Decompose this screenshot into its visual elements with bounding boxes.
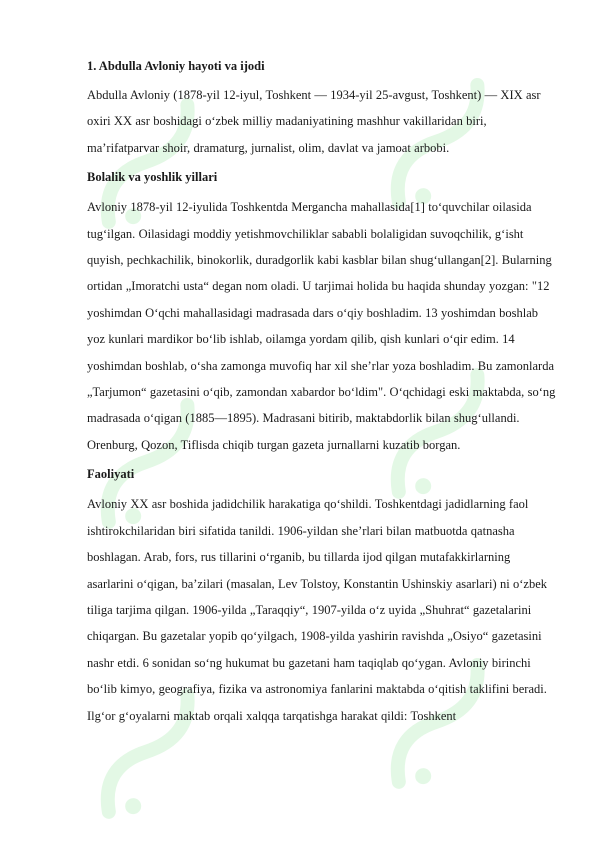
activity-paragraph: Avloniy XX asr boshida jadidchilik harakatiga qoʻshildi. Toshkentdagi jadidlarning faol ishtirokchilaridan biri sifatida tanildi. 1906-yildan sheʼrlari bilan matbuotda qatnasha boshlagan. Arab, fors, rus tillarini oʻrganib, bu tillarda ijod qilgan mutafakkirlarning asarlarini oʻqigan, baʼzilari (masalan, Lev Tolstoy, Konstantin Ushinskiy asarlari) ni oʻzbek tiliga tarjima qilgan. 1906-yilda „Taraqqiy“, 1907-yilda oʻz uyida „Shuhrat“ gazetalarini chiqargan. Bu gazetalar yopib qoʻyilgach, 1908-yilda yashirin ravishda „Osiyo“ gazetasini nashr etdi. 6 sonidan soʻng hukumat bu gazetani ham taqiqlab qoʻygan. Avloniy birinchi boʻlib kimyo, geografiya, fizika va astronomiya fanlarini maktabda oʻqitish taklifini beradi. Ilgʻor gʻoyalarni maktab orqali xalqqa tarqatishga harakat qildi: Toshkent: [87, 497, 548, 723]
section-heading: 1. Abdulla Avloniy hayoti va ijodi: [87, 59, 265, 73]
intro-paragraph: Abdulla Avloniy (1878-yil 12-iyul, Toshkent — 1934-yil 25-avgust, Toshkent) — XIX asr oxiri XX asr boshidagi oʻzbek milliy madaniyatining mashhur vakillaridan biri, maʼrifatparvar shoir, dramaturg, jurnalist, olim, davlat va jamoat arbobi.: [87, 88, 541, 155]
subheading-activity: Faoliyati: [87, 467, 135, 482]
document-body: [87, 56, 557, 735]
childhood-paragraph: Avloniy 1878-yil 12-iyulida Toshkentda Mergancha mahallasida[1] toʻquvchilar oilasida tugʻilgan. Oilasidagi moddiy yetishmovchiliklar sababli bolaligidan suvoqchilik, gʻisht quyish, pechkachilik, binokorlik, duradgorlik kabi kasblar bilan shugʻullangan[2]. Bularning ortidan „Imoratchi usta“ degan nom oladi. U tarjimai holida bu haqida shunday yozgan: "12 yoshimdan Oʻqchi mahallasidagi madrasada dars oʻqiy boshladim. 13 yoshimdan boshlab yoz kunlari mardikor boʻlib ishlab, oilamga yordam qilib, qish kunlari oʻqir edim. 14 yoshimdan boshlab, oʻsha zamonga muvofiq har xil sheʼrlar yoza boshladim. Bu zamonlarda „Tarjumon“ gazetasini oʻqib, zamondan xabardor boʻldim". Oʻqchidagi eski maktabda, soʻng madrasada oʻqigan (1885—1895). Madrasani bitirib, maktabdorlik bilan shugʻullandi. Orenburg, Qozon, Tiflisda chiqib turgan gazeta jurnallarni kuzatib borgan.: [87, 200, 556, 452]
subheading-childhood: Bolalik va yoshlik yillari: [87, 170, 218, 185]
